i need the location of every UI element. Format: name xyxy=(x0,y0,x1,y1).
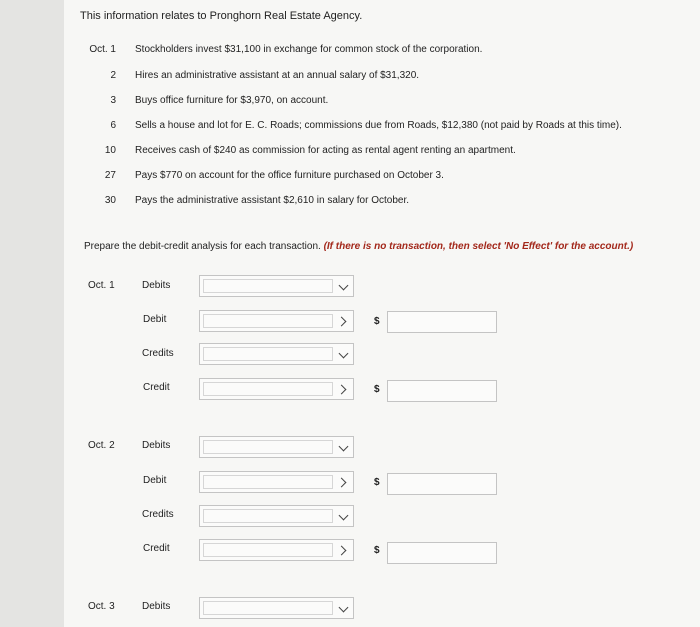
debit-label: Debit xyxy=(143,475,167,486)
credit-effect-select[interactable] xyxy=(199,378,354,400)
credits-label: Credits xyxy=(142,348,174,359)
credit-amount-input[interactable] xyxy=(387,380,497,402)
select-value xyxy=(203,509,333,523)
credit-effect-select[interactable] xyxy=(199,539,354,561)
transaction-text: Buys office furniture for $3,970, on account. xyxy=(135,95,329,106)
credit-amount-input[interactable] xyxy=(387,542,497,564)
select-value xyxy=(203,279,333,293)
debits-account-select[interactable] xyxy=(199,436,354,458)
instruction-note: (If there is no transaction, then select 'No Effect' for the account.) xyxy=(323,241,634,252)
debit-effect-select[interactable] xyxy=(199,310,354,332)
select-value xyxy=(203,543,333,557)
chevron-right-icon xyxy=(337,317,347,327)
chevron-down-icon xyxy=(339,349,349,359)
transaction-date: 27 xyxy=(104,170,116,181)
chevron-right-icon xyxy=(337,478,347,488)
dollar-sign: $ xyxy=(374,477,380,488)
debits-label: Debits xyxy=(142,280,171,291)
transaction-text: Sells a house and lot for E. C. Roads; commissions due from Roads, $12,380 (not paid by Roads at this time). xyxy=(135,120,622,131)
debit-amount-input[interactable] xyxy=(387,311,497,333)
transaction-date: 3 xyxy=(110,95,116,106)
select-value xyxy=(203,382,333,396)
transaction-text: Pays the administrative assistant $2,610 in salary for October. xyxy=(135,195,410,206)
transaction-text: Hires an administrative assistant at an annual salary of $31,320. xyxy=(135,70,420,81)
select-value xyxy=(203,347,333,361)
chevron-right-icon xyxy=(337,546,347,556)
transaction-date: 2 xyxy=(110,70,116,81)
transaction-date: 30 xyxy=(104,195,116,206)
debit-label: Debit xyxy=(143,314,167,325)
debits-account-select[interactable] xyxy=(199,597,354,619)
select-value xyxy=(203,601,333,615)
intro-text: This information relates to Pronghorn Real Estate Agency. xyxy=(80,10,363,22)
dollar-sign: $ xyxy=(374,384,380,395)
transaction-date: 10 xyxy=(104,145,116,156)
instruction-text xyxy=(84,241,633,252)
dollar-sign: $ xyxy=(374,545,380,556)
credit-label: Credit xyxy=(143,382,170,393)
credits-label: Credits xyxy=(142,509,174,520)
chevron-down-icon xyxy=(339,281,349,291)
credit-label: Credit xyxy=(143,543,170,554)
chevron-down-icon xyxy=(339,511,349,521)
debits-account-select[interactable] xyxy=(199,275,354,297)
debit-effect-select[interactable] xyxy=(199,471,354,493)
instruction-main: Prepare the debit-credit analysis for each transaction. xyxy=(84,241,324,252)
section-date: Oct. 3 xyxy=(88,601,115,612)
dollar-sign: $ xyxy=(374,316,380,327)
transaction-date: 6 xyxy=(110,120,116,131)
select-value xyxy=(203,440,333,454)
debits-label: Debits xyxy=(142,601,171,612)
transaction-text: Pays $770 on account for the office furniture purchased on October 3. xyxy=(135,170,444,181)
select-value xyxy=(203,475,333,489)
transaction-date: Oct. 1 xyxy=(89,44,116,55)
chevron-down-icon xyxy=(339,442,349,452)
section-date: Oct. 1 xyxy=(88,280,115,291)
transaction-text: Stockholders invest $31,100 in exchange for common stock of the corporation. xyxy=(135,44,483,55)
credits-account-select[interactable] xyxy=(199,505,354,527)
debits-label: Debits xyxy=(142,440,171,451)
chevron-right-icon xyxy=(337,385,347,395)
select-value xyxy=(203,314,333,328)
section-date: Oct. 2 xyxy=(88,440,115,451)
transaction-text: Receives cash of $240 as commission for acting as rental agent renting an apartment. xyxy=(135,145,516,156)
chevron-down-icon xyxy=(339,603,349,613)
debit-amount-input[interactable] xyxy=(387,473,497,495)
credits-account-select[interactable] xyxy=(199,343,354,365)
